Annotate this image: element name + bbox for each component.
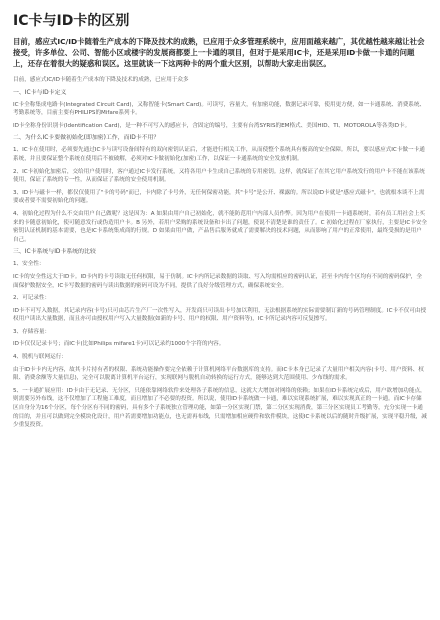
document-intro: 目前，感应式IC/ID卡随着生产成本的下降及技术的成熟，已应用于众多管理系统中，应用面越来越广，其优越性越来越让社会接受，许多单位、公司、智能小区或楼宇的发展商都要上一卡通的项目，但对于是采用IC卡，还是采用ID卡做一卡通的问题上，还存在着很大的疑惑和误区。这里就谈一下这两种卡的两个重大区别，以帮助大家走出误区。	[13, 37, 425, 68]
body-paragraph: ID卡全称身份识别卡(Identification Card)，是一种不可写入的感应卡，含固定的编号，主要有台湾SYRIS的EM格式、美国HID、TI、MOTOROLA等各类ID卡。	[13, 122, 411, 129]
body-paragraph: 3、存储容量：	[13, 328, 51, 335]
body-paragraph: 4、初始化过程为什么不交由用户自己做呢？这是因为：A 如果由用户自己初始化，就不能防范用户内部人员作弊。因为用户在使用一卡通系统时，若有员工用社会上买来的卡随意初始化，使可随意发行或伪造用户卡。B 另外，若用户采购的系统设备和卡出了问题，使说不清楚是谁的责任了。C 初始化过程在厂家执行，主要是IC卡安全密钥认证机制的基本需要，也是IC卡系统集成商的行规。D 如果由用户做，产品售后服务就成了需要解决的技术问题，从而影响了用户的正常使用，最终受损的是用户自己。	[13, 210, 428, 243]
body-paragraph: ID卡仅仅记录卡号；而IC卡(比如Philips mifare1卡)可以记录约1000个字符的内容。	[13, 341, 225, 348]
document-body	[13, 76, 427, 430]
body-paragraph: 由于ID卡卡内无内容，故其卡片持有者的权限、系统功能操作要完全依赖于计算机网络平台数据库的支持。而IC卡本身已记录了大量用户相关内容(卡号、用户资料、权限、消费余额等大量信息)，完全可以脱离计算机平台运行，实现联网与脱机自动转换的运行方式，能够达到大范围使用、少布线的需求。	[13, 366, 424, 382]
body-paragraph: IC卡全称集成电路卡(Integrated Circuit Card)，又称智能卡(Smart Card)。可读写，容量大，有加密功能，数据记录可靠，使用更方便，如一卡通系统、消费系统、考勤系统等，目前主要有PHILIPS的Mifare系列卡。	[13, 101, 426, 117]
body-paragraph: 4、脱机与联网运行：	[13, 354, 67, 361]
body-paragraph: IC卡的安全性远大于ID卡。ID卡内的卡号读取无任何权限，易于仿制。IC卡内所记录数据的读取、写入均需相应的密码认证，甚至卡内每个区均有不同的密码保护，全面保护数据安全，IC卡写数据的密码与读出数据的密码可设为不同，提供了良好分级管理方式，确保系统安全。	[13, 273, 422, 289]
section-heading: 一、IC卡与ID卡定义	[13, 89, 67, 96]
body-paragraph: 5、一卡通扩展应用：ID卡由于无记录、无分区，只能依靠网络软件来处理各子系统的信息，这就大大增加对网络的依赖；如果在ID卡系统完成后，用户欲增加功能点，则需要另外布线，这不仅增加了工程施工难度，而且增加了不必要的投资。所以说，使用ID卡系统做一卡通，难以实现系统扩展，难以实现真正的一卡通。而IC卡存储区自身分为16个分区，每个分区有不同的密码，具有多个子系统独立管理功能，如第一分区实现门禁，第二分区实现消费，第三分区实现员工考勤等，充分实现一卡通的目的，并且可以做到完全模块化设计，用户若需要增加功能点，也无需再布线，只需增加相应硬件和软件模块，这使IC卡系统以后的随时升级扩展，实现平稳升级，减少重复投资。	[13, 387, 427, 429]
section-heading: 三、IC卡系统与ID卡系统的比较	[13, 249, 96, 256]
section-heading: 二、为什么IC卡要做初始化(即加密)工作，而ID卡不用？	[13, 135, 160, 142]
body-paragraph: 1、IC卡在使用时，必须要先通过IC卡与读写设备间特有的双向密钥认证后，才能进行相关工作，从而使整个系统具有极高的安全保障。所以，要以感应式IC卡做一卡通系统，并且要保证整个系统在使用后不被破解，必须对IC卡做初始化(加密)工作，以保证一卡通系统的安全发放机制。	[13, 147, 425, 162]
body-paragraph: 1、安全性：	[13, 261, 45, 268]
body-paragraph: 3、ID卡与磁卡一样，都仅仅使用了"卡的号码"而已，卡内除了卡号外，无任何保密功能，其"卡号"是公开、裸露的。所以说ID卡就是"感应式磁卡"，也就根本谈不上需要或者要不需要初始化的问题。	[13, 189, 425, 205]
body-paragraph: 目前，感应式IC/ID卡随着生产成本的下降及技术的成熟，已应用于众多	[13, 77, 189, 83]
body-paragraph: 2、IC卡初始化加密后，交给用户使用时，客户通过IC卡发行系统，又将各用户卡生成自己系统的专用密钥。这样，就保证了在其它用户系统发行的用户卡不能在该系统使用，保证了系统的专一性，从而保证了系统的安全使用机制。	[13, 168, 425, 184]
document-title: IC卡与ID卡的区别	[13, 13, 130, 29]
body-paragraph: 2、可记录性：	[13, 295, 51, 302]
body-paragraph: ID卡不可写入数据，其记录内容(卡号)只可由芯片生产厂一次性写入，开发商只可读出卡号加以利用，无法根据系统的实际需要制订新的号码管理制度。IC卡不仅可由授权用户读出大量数据，而且亦可由授权用户写入大量数据(如新的卡号、用户的权限、用户资料等)，IC卡所记录内容可反复擦写。	[13, 307, 427, 323]
